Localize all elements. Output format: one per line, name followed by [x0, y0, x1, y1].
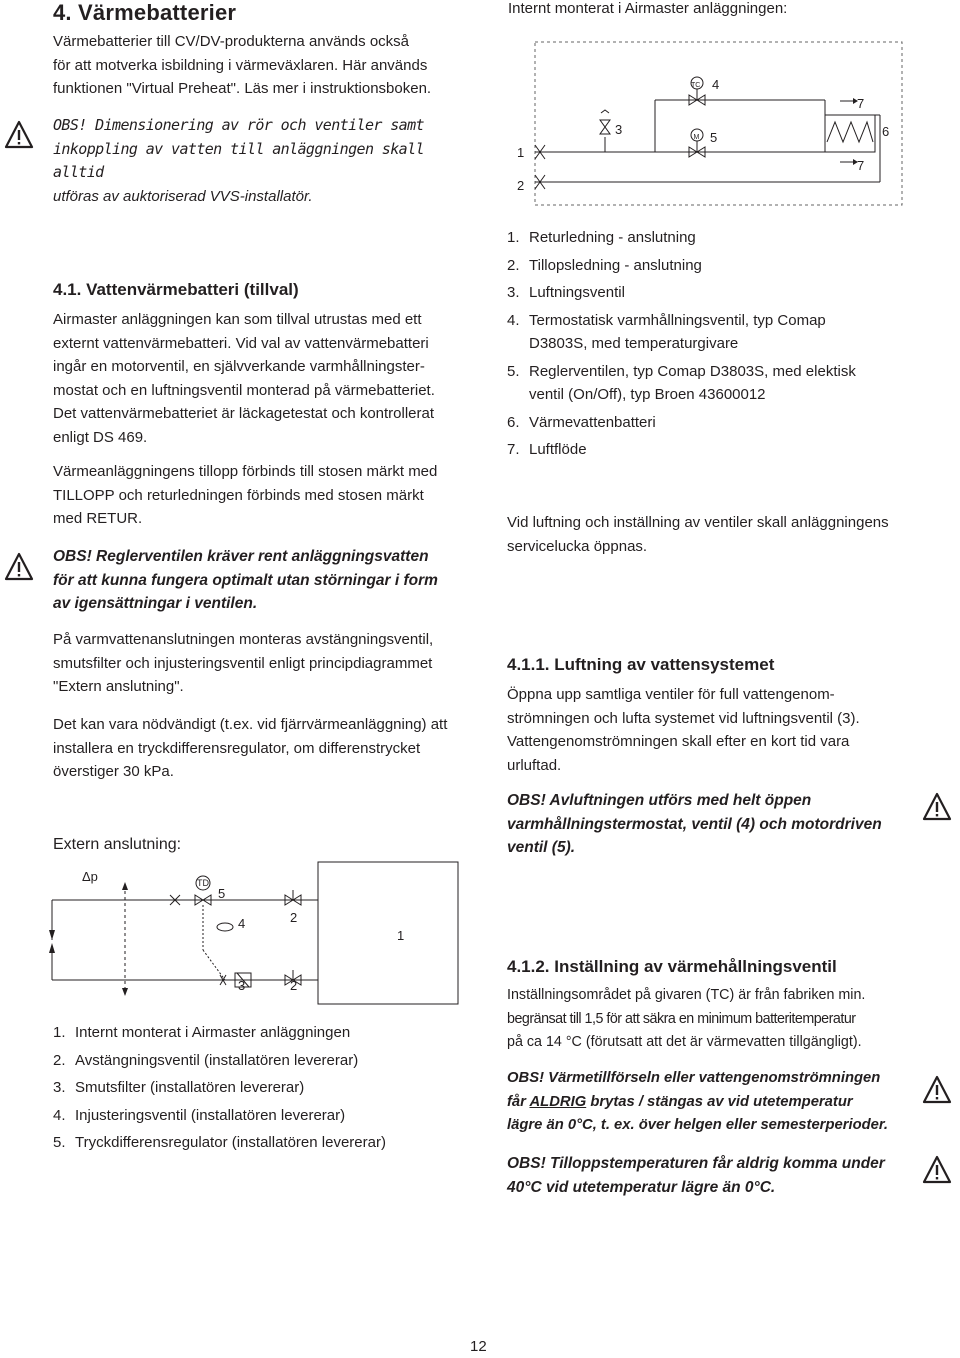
text-line: urluftad. — [507, 756, 562, 774]
internal-diagram-title: Internt monterat i Airmaster anläggningen: — [508, 0, 788, 17]
list-item: 4. Injusteringsventil (installatören levererar) — [53, 1106, 346, 1124]
note-line: Vid luftning och inställning av ventiler skall anläggningens — [507, 514, 889, 531]
list-item: 6. Värmevattenbatteri — [507, 413, 656, 431]
external-diagram — [40, 860, 460, 1005]
text-line: överstiger 30 kPa. — [53, 763, 174, 780]
warning-line: inkoppling av vatten till anläggningen skall alltid — [53, 139, 424, 181]
diagram-label: 5 — [218, 886, 226, 901]
external-legend — [53, 1021, 473, 1155]
list-item: 2. Avstängningsventil (installatören levererar) — [53, 1051, 359, 1069]
note-line: servicelucka öppnas. — [507, 537, 648, 555]
intro-line: funktionen "Virtual Preheat". Läs mer i instruktionsboken. — [53, 80, 432, 97]
section-4-heading: 4. Värmebatterier — [53, 0, 237, 25]
text-line: På varmvattenanslutningen monteras avstängningsventil, — [53, 631, 434, 648]
warning-line: för att kunna fungera optimalt utan störningar i form — [53, 571, 438, 589]
diagram-label: 4 — [712, 77, 720, 92]
diagram-label: 7 — [857, 158, 865, 173]
warning-line: OBS! Reglerventilen kräver rent anläggningsvatten — [53, 548, 429, 565]
list-item: 2. Tillopsledning - anslutning — [507, 256, 702, 274]
internal-diagram — [505, 22, 905, 207]
page-number: 12 — [470, 1338, 487, 1355]
warning-icon — [4, 552, 34, 582]
diagram-label: 6 — [882, 124, 890, 139]
section-4-warning — [53, 114, 473, 208]
text-line: Vattengenomströmningen skall efter en kort tid vara — [507, 733, 850, 750]
text-line: med RETUR. — [53, 510, 143, 527]
text-line: Värmeanläggningens tillopp förbinds till stosen märkt med — [53, 463, 438, 480]
section-4-1-2-warning — [507, 1152, 917, 1199]
warning-line: av igensättningar i ventilen. — [53, 595, 258, 612]
aldrig-emphasis: ALDRIG — [529, 1093, 587, 1110]
text-line: ingår en motorventil, en självverkande varmhållningster- — [53, 358, 425, 375]
unit-box — [318, 862, 458, 1004]
text-line: smutsfilter och injusteringsventil enligt principdiagrammet — [53, 654, 433, 672]
warning-icon — [922, 792, 952, 822]
text-line: TILLOPP och returledningen förbinds med stosen märkt — [53, 486, 424, 504]
warning-line: 40°C vid utetemperatur lägre än 0°C. — [507, 1178, 776, 1196]
text-line: Airmaster anläggningen kan som tillval utrustas med ett — [53, 311, 422, 328]
heating-coil-icon — [825, 115, 875, 152]
list-item: D3803S, med temperaturgivare — [529, 335, 739, 352]
text-line: strömningen och lufta systemet vid luftningsventil (3). — [507, 709, 860, 727]
warning-line: utföras av auktoriserad VVS-installatör. — [53, 187, 313, 205]
diagram-label: 3 — [238, 978, 246, 993]
differential-pressure-icon — [122, 882, 128, 996]
return-arrow-icon — [49, 943, 55, 980]
list-item: 1. Internt monterat i Airmaster anläggningen — [53, 1024, 351, 1041]
section-4-1-2-heading: 4.1.2. Inställning av värmehållningsventil — [507, 957, 837, 976]
text-line: "Extern anslutning". — [53, 678, 184, 695]
diagram-label: TC — [691, 82, 701, 89]
warning-line: OBS! Tilloppstemperaturen får aldrig komma under — [507, 1155, 885, 1172]
list-item: 7. Luftflöde — [507, 441, 587, 458]
text-line: enligt DS 469. — [53, 428, 148, 446]
text-line: Öppna upp samtliga ventiler för full vattengenom- — [507, 686, 835, 703]
text-line: installera en tryckdifferensregulator, om differenstrycket — [53, 739, 421, 757]
diagram-label: 2 — [517, 178, 525, 193]
text-line: Det vattenvärmebatteriet är läckagetestat och kontrollerat — [53, 405, 435, 422]
warning-line: lägre än 0°C, t. ex. över helgen eller semesterperioder. — [507, 1117, 888, 1133]
internal-note — [507, 511, 927, 558]
list-item: 3. Smutsfilter (installatören levererar) — [53, 1079, 305, 1096]
warning-icon — [4, 120, 34, 150]
section-4-1-paragraph — [53, 628, 473, 699]
warning-line: får ALDRIG brytas / stängas av vid utetemperatur — [507, 1093, 853, 1110]
warning-line: OBS! Dimensionering av rör och ventiler samt — [53, 116, 424, 134]
text-line: externt vattenvärmebatteri. Vid val av vattenvärmebatteri — [53, 334, 429, 352]
section-4-1-1-warning — [507, 789, 912, 860]
diagram-label: 5 — [710, 130, 718, 145]
section-4-1-paragraph — [53, 308, 473, 449]
section-4-1-paragraph — [53, 460, 473, 531]
diagram-label: 2 — [290, 978, 298, 993]
text-line: Det kan vara nödvändigt (t.ex. vid fjärrvärmeanläggning) att — [53, 716, 448, 733]
diagram-label: 3 — [615, 122, 623, 137]
internal-legend — [507, 226, 927, 462]
diagram-label: 2 — [290, 910, 298, 925]
text-line: begränsat till 1,5 för att säkra en minimum batteritemperatur — [507, 1010, 856, 1027]
unit-boundary — [535, 42, 902, 205]
list-item: 1. Returledning - anslutning — [507, 229, 696, 246]
warning-line: OBS! Värmetillförseln eller vattengenomströmningen — [507, 1070, 881, 1086]
text-line: mostat och en luftningsventil monterad på värmebatteriet. — [53, 381, 435, 399]
text-line: Inställningsområdet på givaren (TC) är från fabriken min. — [507, 987, 866, 1003]
warning-icon — [922, 1075, 952, 1105]
warning-icon — [922, 1155, 952, 1185]
section-4-1-2-warning — [507, 1067, 917, 1138]
air-vent-icon — [600, 110, 610, 134]
section-4-1-1-paragraph — [507, 683, 909, 777]
text-line: på ca 14 °C (förutsatt att det är värmevatten tillgängligt). — [507, 1034, 862, 1050]
list-item: 4. Termostatisk varmhållningsventil, typ Comap — [507, 311, 826, 329]
list-item: 5. Tryckdifferensregulator (installatören levererar) — [53, 1134, 386, 1151]
section-4-1-1-heading: 4.1.1. Luftning av vattensystemet — [507, 655, 775, 674]
external-diagram-title: Extern anslutning: — [53, 836, 182, 853]
section-4-1-heading: 4.1. Vattenvärmebatteri (tillval) — [53, 280, 299, 299]
diagram-label: TD — [197, 878, 209, 888]
diagram-label: 4 — [238, 916, 246, 931]
section-4-1-2-paragraph — [507, 984, 917, 1055]
section-4-1-paragraph — [53, 713, 473, 784]
intro-line: Värmebatterier till CV/DV-produkterna används också — [53, 33, 410, 50]
section-4-intro — [53, 30, 473, 101]
intro-line: för att motverka isbildning i värmeväxlaren. Här används — [53, 56, 428, 74]
supply-arrow-icon — [49, 900, 55, 940]
shutoff-valve-icon — [285, 890, 301, 905]
diagram-label: M — [693, 134, 700, 141]
warning-line: OBS! Avluftningen utförs med helt öppen — [507, 792, 812, 809]
diagram-label: 7 — [857, 96, 865, 111]
section-4-1-warning — [53, 545, 473, 616]
list-item: ventil (On/Off), typ Broen 43600012 — [529, 386, 766, 403]
warning-line: varmhållningstermostat, ventil (4) och motordriven — [507, 815, 882, 833]
list-item: 3. Luftningsventil — [507, 284, 625, 301]
warning-line: ventil (5). — [507, 839, 576, 856]
diagram-label: Δp — [82, 869, 98, 884]
diagram-label: 1 — [517, 145, 525, 160]
list-item: 5. Reglerventilen, typ Comap D3803S, med elektisk — [507, 362, 856, 380]
diagram-label: 1 — [397, 928, 405, 943]
